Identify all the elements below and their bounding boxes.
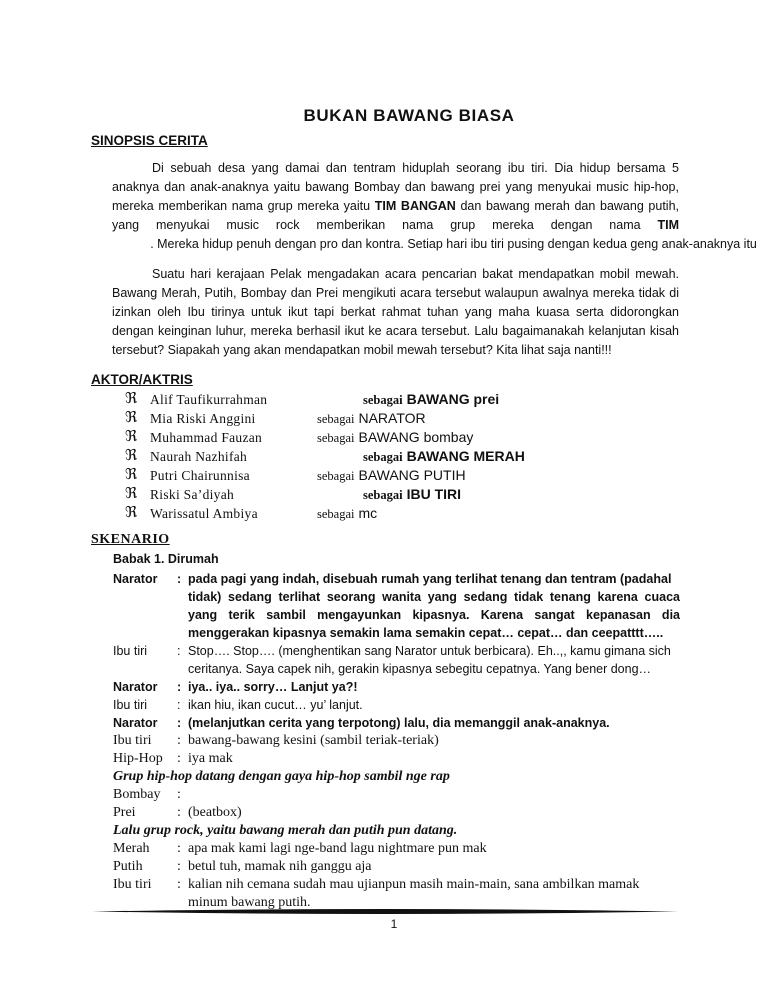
sinopsis-paragraph-2: Suatu hari kerajaan Pelak mengadakan acara pencarian bakat mendapatkan mobil mewah. Bawang Merah, Putih, Bombay dan Prei mengikuti acara tersebut walaupun awalnya mereka tidak di izinkan oleh Ibu tirinya untuk ikut tapi berkat rahmat tuhan yang maha kuasa serta didorongkan dengan keinginan luhur, mereka berhasil ikut ke acara tersebut. Lalu bagaimanakah kelanjutan kisah tersebut? Siapakah yang akan mendapatkan mobil mewah tersebut? Kita lihat saja nanti!!! xyxy=(112,267,679,357)
dialogue-line: Ibu tiri : kalian nih cemana sudah mau ujianpun masih main-main, sana ambilkan mamak minum bawang putih. xyxy=(113,876,680,912)
cast-role: BAWANG PUTIH xyxy=(358,467,466,483)
speaker-name: Merah xyxy=(113,841,150,856)
speaker-name: Narator xyxy=(113,680,158,694)
skenario-heading: SKENARIO xyxy=(91,532,170,547)
cast-role: BAWANG prei xyxy=(406,391,500,407)
sinopsis-heading: SINOPSIS CERITA xyxy=(91,133,208,148)
sinopsis-paragraph-1: Di sebuah desa yang damai dan tentram hiduplah seorang ibu tiri. Dia hidup bersama 5 anaknya dan anak-anaknya yaitu bawang Bombay dan bawang prei yang menyukai music hip-hop, mereka memberikan nama grup mereka yaitu TIM BANGAN dan bawang merah dan bawang putih, yang menyukai music rock memberikan nama grup mereka dengan nama TIM . Mereka hidup penuh dengan pro dan kontra. Setiap hari ibu tiri pusing dengan kedua geng anak-anaknya itu xyxy=(112,161,757,251)
page-number: 1 xyxy=(390,917,398,931)
cast-role: BAWANG bombay xyxy=(358,429,474,445)
cast-item: ℜ Alif Taufikurrahman sebagai BAWANG prei xyxy=(125,391,500,407)
cast-item: ℜ Mia Riski Anggini sebagai NARATOR xyxy=(125,410,426,426)
aktor-heading: AKTOR/AKTRIS xyxy=(91,372,193,387)
dialogue-line: Ibu tiri : ikan hiu, ikan cucut… yu’ lanjut. xyxy=(113,696,680,714)
speaker-name: Narator xyxy=(113,716,158,730)
tim-text: TIM xyxy=(657,218,679,232)
speaker-name: Ibu tiri xyxy=(113,877,152,892)
babak-heading: Babak 1. Dirumah xyxy=(113,552,219,566)
cast-name: Putri Chairunnisa xyxy=(150,468,250,483)
cast-name: Warissatul Ambiya xyxy=(150,506,258,521)
dialogue-line: Bombay : xyxy=(113,786,680,804)
dialogue-text: betul tuh, mamak nih ganggu aja xyxy=(188,859,372,874)
stage-direction: Grup hip-hop datang dengan gaya hip-hop sambil nge rap xyxy=(113,769,450,784)
dialogue-line: Merah : apa mak kami lagi nge-band lagu nightmare pun mak xyxy=(113,840,680,858)
dialogue-line: Putih : betul tuh, mamak nih ganggu aja xyxy=(113,858,680,876)
speaker-name: Putih xyxy=(113,859,143,874)
dialogue-line: Hip-Hop : iya mak xyxy=(113,750,680,768)
speaker-name: Ibu tiri xyxy=(113,698,148,712)
cast-name: Muhammad Fauzan xyxy=(150,430,263,445)
tim-bangan-text: TIM BANGAN xyxy=(374,199,456,213)
dialogue-text: bawang-bawang kesini (sambil teriak-teriak) xyxy=(188,733,439,748)
stage-direction: Lalu grup rock, yaitu bawang merah dan putih pun datang. xyxy=(113,823,458,838)
speaker-name: Prei xyxy=(113,805,136,820)
cast-role: BAWANG MERAH xyxy=(406,448,525,464)
cast-item: ℜ Riski Sa’diyah sebagai IBU TIRI xyxy=(125,486,462,502)
cast-role: IBU TIRI xyxy=(406,486,462,502)
dialogue-line: Narator : pada pagi yang indah, disebuah rumah yang terlihat tenang dan tentram (padahal tidak) sedang terlihat seorang wanita yang sedang tidak tenang karena cuaca yang terik sambil mengayunkan kipasnya. Karena sangat kepanasan dia menggerakan kipasnya semakin lama semakin cepat… cepat… dan ceepatttt….. xyxy=(113,572,680,640)
cast-list xyxy=(125,390,585,523)
dialogue-text: Stop…. Stop…. (menghentikan sang Narator untuk berbicara). Eh..,, kamu gimana sich xyxy=(188,644,671,658)
cast-name: Mia Riski Anggini xyxy=(150,411,256,426)
dialogue-continuation: tidak) sedang terlihat seorang wanita yang sedang tidak tenang karena cuaca yang terik sambil mengayunkan kipasnya. Karena sangat kepanasan dia menggerakan kipasnya semakin lama semakin cepat… cepat… dan ceepatttt….. xyxy=(188,590,680,640)
speaker-name: Hip-Hop xyxy=(113,751,163,766)
cast-item: ℜ Warissatul Ambiya sebagai mc xyxy=(125,505,378,521)
speaker-name: Narator xyxy=(113,572,158,586)
dialogue-text: (beatbox) xyxy=(188,805,242,820)
speaker-name: Bombay xyxy=(113,787,161,802)
dialogue-line: Prei : (beatbox) xyxy=(113,804,680,822)
footer-divider xyxy=(92,908,678,915)
dialogue-continuation: minum bawang putih. xyxy=(188,895,311,910)
cast-item: ℜ Putri Chairunnisa sebagai BAWANG PUTIH xyxy=(125,467,466,483)
cast-name: Riski Sa’diyah xyxy=(150,487,235,502)
cast-role: mc xyxy=(358,505,378,521)
dialogue-text: iya mak xyxy=(188,751,233,766)
dialogue-text: pada pagi yang indah, disebuah rumah yang terlihat tenang dan tentram (padahal xyxy=(188,572,672,586)
cast-item: ℜ Muhammad Fauzan sebagai BAWANG bombay xyxy=(125,429,474,445)
dialogue-line: Narator : iya.. iya.. sorry… Lanjut ya?! xyxy=(113,678,680,696)
dialogue-text: (melanjutkan cerita yang terpotong) lalu, dia memanggil anak-anaknya. xyxy=(188,716,610,730)
dialogue-line: Narator : (melanjutkan cerita yang terpotong) lalu, dia memanggil anak-anaknya. xyxy=(113,714,680,732)
dialogue-continuation: ceritanya. Saya capek nih, gerakin kipasnya sebegitu cepatnya. Yang bener dong… xyxy=(188,662,652,676)
document-title: BUKAN BAWANG BIASA xyxy=(303,106,515,125)
dialogue-text xyxy=(188,786,680,804)
dialogue-line: Ibu tiri : Stop…. Stop…. (menghentikan sang Narator untuk berbicara). Eh..,, kamu gimana sich ceritanya. Saya capek nih, gerakin kipasnya sebegitu cepatnya. Yang bener dong… xyxy=(113,642,680,678)
cast-role: NARATOR xyxy=(358,410,426,426)
cast-item: ℜ Naurah Nazhifah sebagai BAWANG MERAH xyxy=(125,448,525,464)
cast-name: Alif Taufikurrahman xyxy=(150,392,268,407)
script-dialogue xyxy=(113,570,680,912)
dialogue-text: kalian nih cemana sudah mau ujianpun masih main-main, sana ambilkan mamak xyxy=(188,877,640,892)
dialogue-text: iya.. iya.. sorry… Lanjut ya?! xyxy=(188,680,358,694)
dialogue-line: Ibu tiri : bawang-bawang kesini (sambil teriak-teriak) xyxy=(113,732,680,750)
dialogue-text: ikan hiu, ikan cucut… yu’ lanjut. xyxy=(188,698,363,712)
speaker-name: Ibu tiri xyxy=(113,733,152,748)
dialogue-text: apa mak kami lagi nge-band lagu nightmare pun mak xyxy=(188,841,487,856)
cast-name: Naurah Nazhifah xyxy=(150,449,248,464)
speaker-name: Ibu tiri xyxy=(113,644,148,658)
